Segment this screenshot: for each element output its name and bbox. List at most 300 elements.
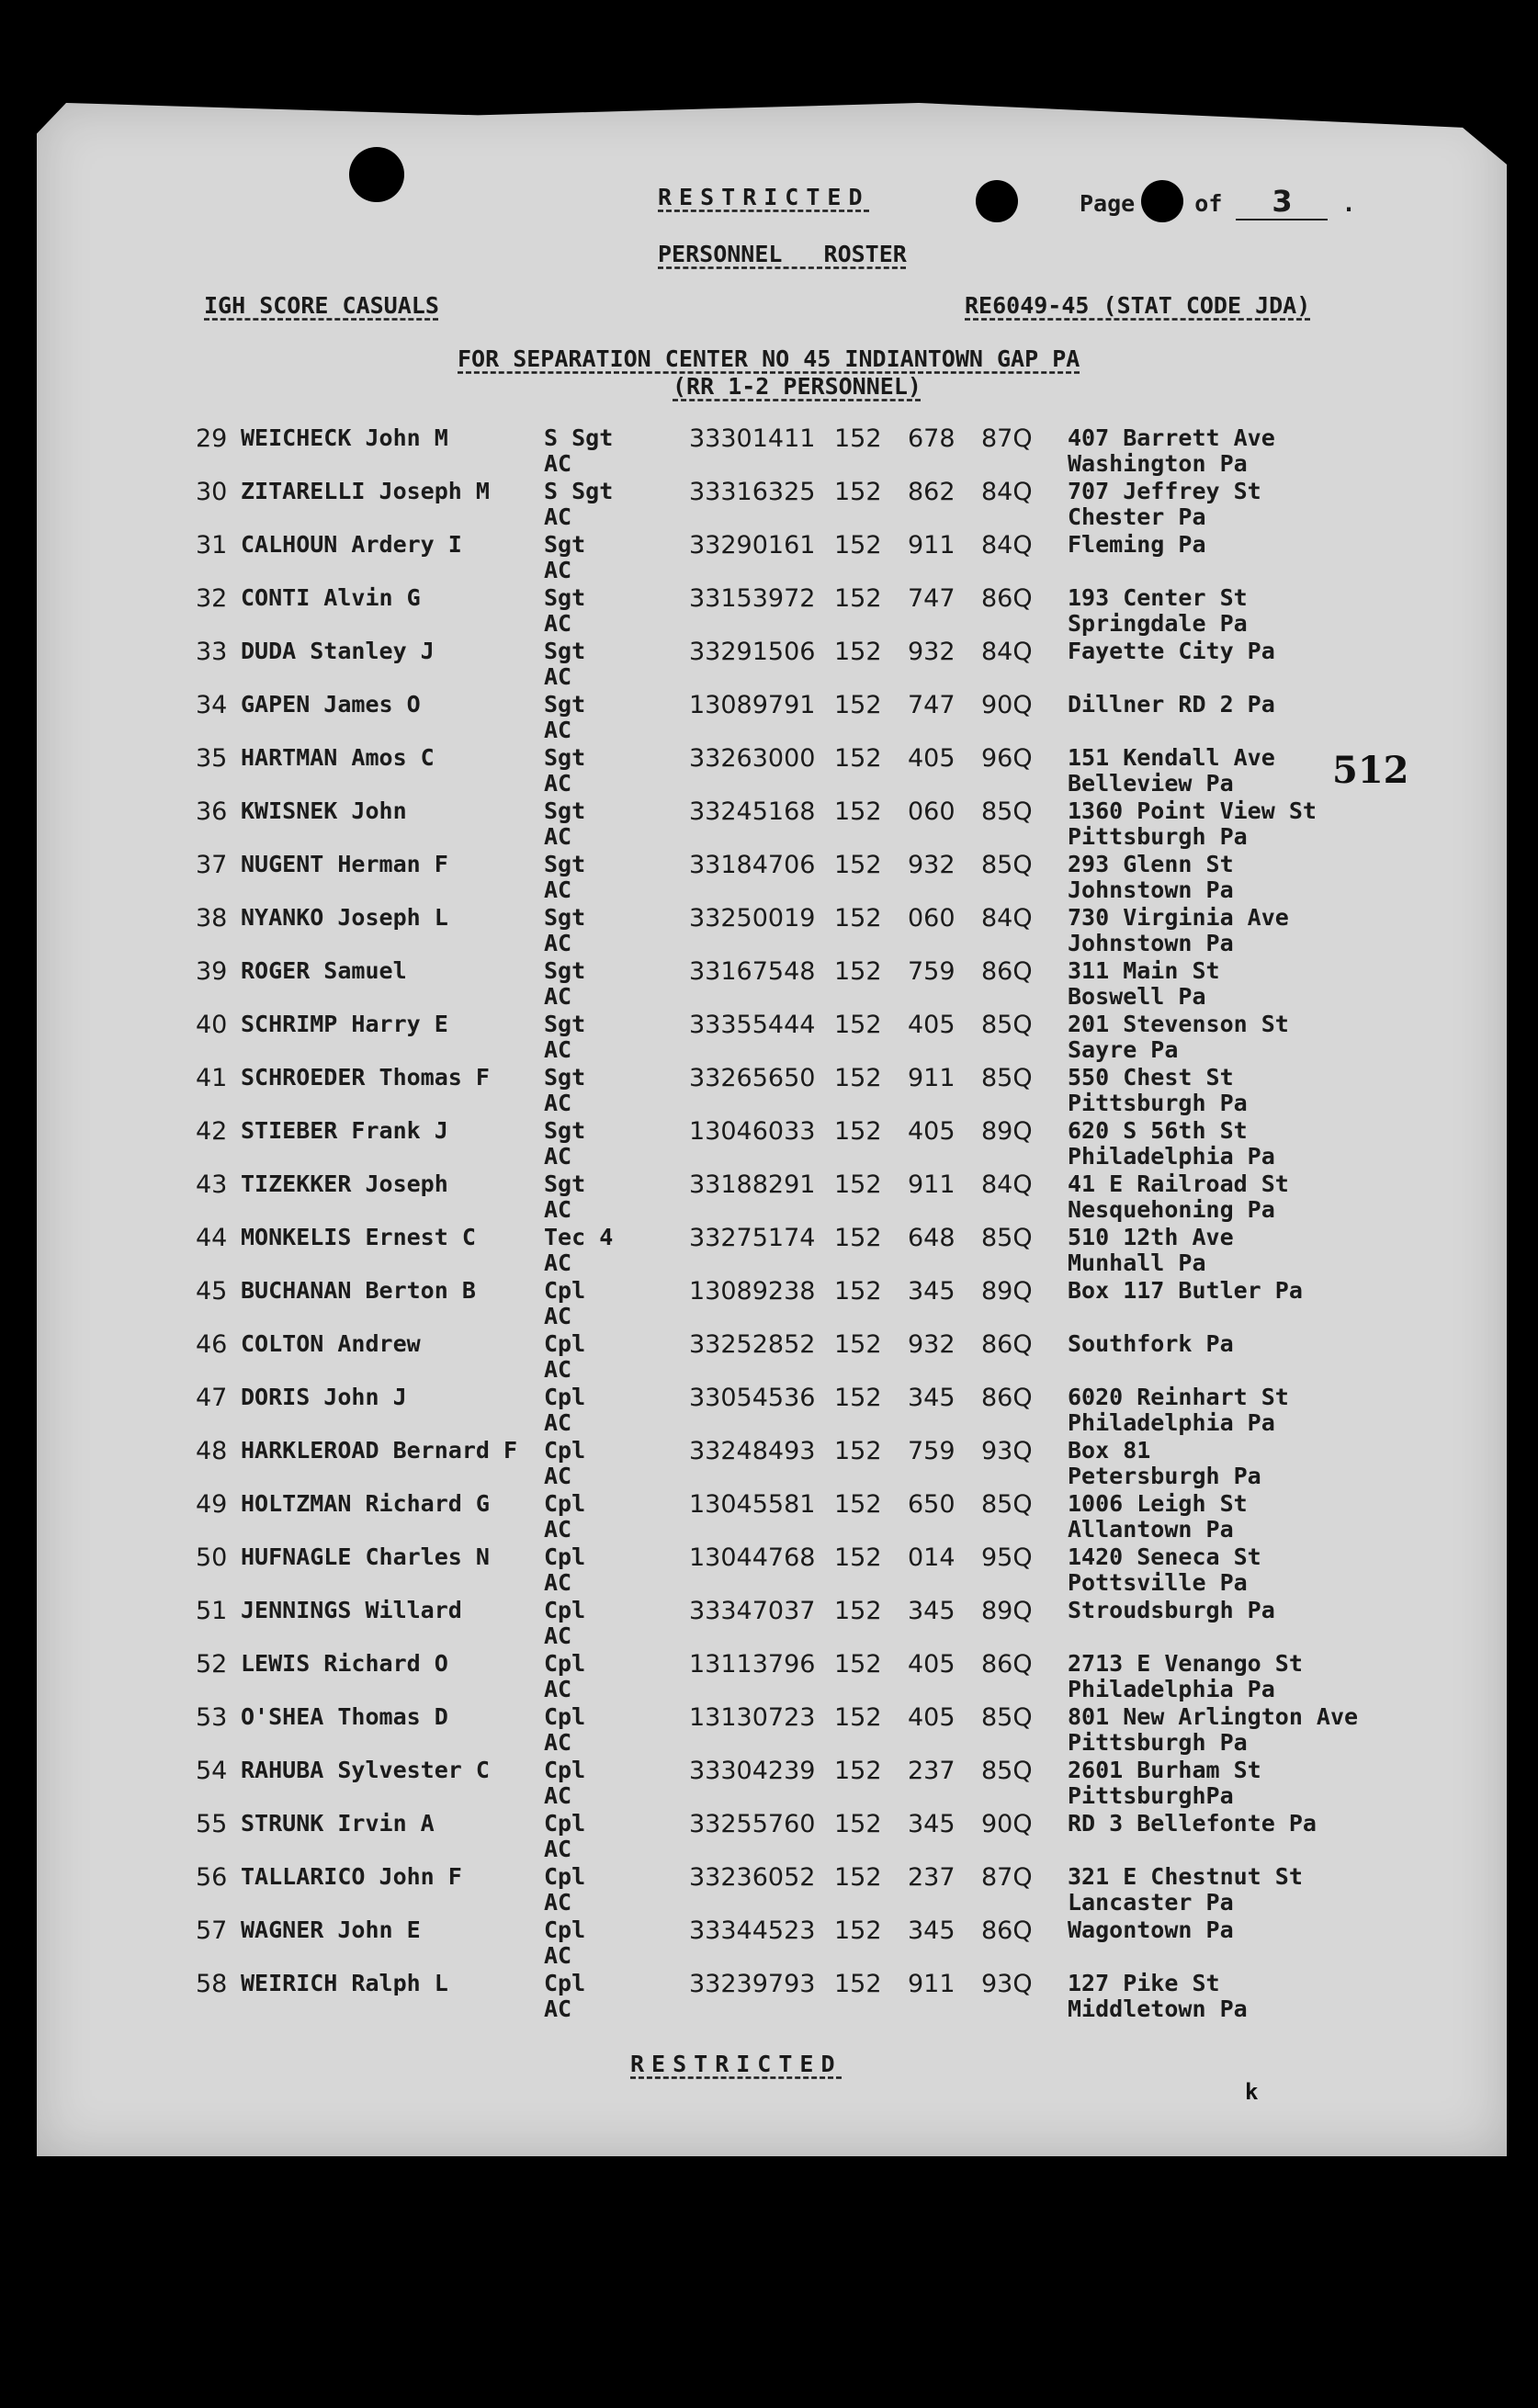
score: 85Q (981, 797, 1033, 826)
branch-ac: AC (544, 1196, 572, 1223)
branch-ac: AC (544, 503, 572, 530)
mos-code: 345 (908, 1277, 956, 1306)
serial-number: 33236052 (689, 1863, 816, 1892)
address-line-1: 620 S 56th St (1068, 1117, 1248, 1144)
grade: Cpl (544, 1810, 586, 1837)
row-number: 42 (196, 1117, 228, 1146)
table-row (0, 1916, 1538, 1970)
serial-number: 33184706 (689, 851, 816, 879)
address-line-2: Johnstown Pa (1068, 930, 1234, 956)
row-number: 49 (196, 1490, 228, 1519)
score: 96Q (981, 744, 1033, 773)
row-number: 43 (196, 1170, 228, 1199)
table-row (0, 957, 1538, 1011)
row-number: 51 (196, 1597, 228, 1625)
table-row (0, 1650, 1538, 1703)
address-line-2: Sayre Pa (1068, 1036, 1179, 1063)
serial-number: 13089791 (689, 691, 816, 719)
soldier-name: STRUNK Irvin A (241, 1810, 435, 1837)
code: 152 (834, 1490, 882, 1519)
branch-ac: AC (544, 450, 572, 477)
soldier-name: NYANKO Joseph L (241, 904, 448, 931)
table-row (0, 1437, 1538, 1490)
grade: Sgt (544, 531, 586, 558)
mos-code: 060 (908, 904, 956, 933)
soldier-name: LEWIS Richard O (241, 1650, 448, 1677)
soldier-name: ZITARELLI Joseph M (241, 478, 490, 504)
code: 152 (834, 424, 882, 453)
serial-number: 33347037 (689, 1597, 816, 1625)
table-row (0, 1224, 1538, 1277)
table-row (0, 531, 1538, 584)
serial-number: 33188291 (689, 1170, 816, 1199)
score: 84Q (981, 478, 1033, 506)
serial-number: 13113796 (689, 1650, 816, 1679)
table-row (0, 1011, 1538, 1064)
code: 152 (834, 584, 882, 613)
address-line-2: Pittsburgh Pa (1068, 1729, 1248, 1756)
code: 152 (834, 1224, 882, 1252)
grade: Cpl (544, 1437, 586, 1464)
mos-code: 405 (908, 1117, 956, 1146)
branch-ac: AC (544, 1036, 572, 1063)
code: 152 (834, 1703, 882, 1732)
serial-number: 33301411 (689, 424, 816, 453)
address-line-2: Belleview Pa (1068, 770, 1234, 797)
code: 152 (834, 851, 882, 879)
score: 90Q (981, 1810, 1033, 1838)
score: 85Q (981, 1224, 1033, 1252)
address-line-2: Philadelphia Pa (1068, 1676, 1275, 1702)
score: 87Q (981, 1863, 1033, 1892)
soldier-name: NUGENT Herman F (241, 851, 448, 877)
table-row (0, 638, 1538, 691)
soldier-name: WAGNER John E (241, 1916, 421, 1943)
address-line-2: Munhall Pa (1068, 1249, 1206, 1276)
grade: Tec 4 (544, 1224, 614, 1250)
address-line-1: Stroudsburgh Pa (1068, 1597, 1275, 1623)
branch-ac: AC (544, 823, 572, 850)
row-number: 34 (196, 691, 228, 719)
soldier-name: JENNINGS Willard (241, 1597, 462, 1623)
serial-number: 33355444 (689, 1011, 816, 1039)
branch-ac: AC (544, 983, 572, 1010)
score: 84Q (981, 1170, 1033, 1199)
branch-ac: AC (544, 1942, 572, 1969)
score: 90Q (981, 691, 1033, 719)
score: 95Q (981, 1543, 1033, 1572)
address-line-1: Fayette City Pa (1068, 638, 1275, 664)
separation-center: FOR SEPARATION CENTER NO 45 INDIANTOWN GAP PA (458, 345, 1080, 372)
code: 152 (834, 1970, 882, 1998)
mos-code: 932 (908, 851, 956, 879)
address-line-2: Pottsville Pa (1068, 1569, 1248, 1596)
address-line-1: 151 Kendall Ave (1068, 744, 1275, 771)
address-line-1: 407 Barrett Ave (1068, 424, 1275, 451)
serial-number: 33291506 (689, 638, 816, 666)
mos-code: 237 (908, 1757, 956, 1785)
grade: Cpl (544, 1330, 586, 1357)
score: 86Q (981, 584, 1033, 613)
address-line-1: Fleming Pa (1068, 531, 1206, 558)
branch-ac: AC (544, 1143, 572, 1170)
address-line-2: Boswell Pa (1068, 983, 1206, 1010)
branch-ac: AC (544, 1090, 572, 1116)
soldier-name: WEICHECK John M (241, 424, 448, 451)
score: 85Q (981, 1703, 1033, 1732)
serial-number: 33054536 (689, 1384, 816, 1412)
address-line-2: Pittsburgh Pa (1068, 823, 1248, 850)
branch-ac: AC (544, 663, 572, 690)
score: 84Q (981, 638, 1033, 666)
address-line-1: 311 Main St (1068, 957, 1220, 984)
grade: Sgt (544, 1011, 586, 1037)
row-number: 48 (196, 1437, 228, 1465)
grade: Sgt (544, 1117, 586, 1144)
code: 152 (834, 1650, 882, 1679)
score: 85Q (981, 1490, 1033, 1519)
code: 152 (834, 744, 882, 773)
address-line-2: Petersburgh Pa (1068, 1463, 1261, 1489)
row-number: 45 (196, 1277, 228, 1306)
branch-ac: AC (544, 1516, 572, 1543)
soldier-name: CALHOUN Ardery I (241, 531, 462, 558)
branch-ac: AC (544, 1889, 572, 1916)
soldier-name: HARTMAN Amos C (241, 744, 435, 771)
table-row (0, 1064, 1538, 1117)
mos-code: 932 (908, 1330, 956, 1359)
soldier-name: CONTI Alvin G (241, 584, 421, 611)
score: 93Q (981, 1970, 1033, 1998)
branch-ac: AC (544, 1569, 572, 1596)
row-number: 30 (196, 478, 228, 506)
address-line-1: 801 New Arlington Ave (1068, 1703, 1359, 1730)
serial-number: 33265650 (689, 1064, 816, 1092)
code: 152 (834, 1170, 882, 1199)
personnel-category: (RR 1-2 PERSONNEL) (673, 373, 922, 400)
score: 84Q (981, 904, 1033, 933)
row-number: 53 (196, 1703, 228, 1732)
grade: Cpl (544, 1277, 586, 1304)
serial-number: 33250019 (689, 904, 816, 933)
soldier-name: MONKELIS Ernest C (241, 1224, 476, 1250)
table-row (0, 1330, 1538, 1384)
score: 89Q (981, 1117, 1033, 1146)
address-line-1: RD 3 Bellefonte Pa (1068, 1810, 1317, 1837)
mos-code: 650 (908, 1490, 956, 1519)
table-row (0, 1970, 1538, 2023)
branch-ac: AC (544, 1836, 572, 1862)
grade: S Sgt (544, 424, 614, 451)
grade: Cpl (544, 1543, 586, 1570)
row-number: 38 (196, 904, 228, 933)
branch-ac: AC (544, 1249, 572, 1276)
branch-ac: AC (544, 610, 572, 637)
row-number: 41 (196, 1064, 228, 1092)
address-line-2: Springdale Pa (1068, 610, 1248, 637)
branch-ac: AC (544, 717, 572, 743)
code: 152 (834, 1277, 882, 1306)
grade: Cpl (544, 1597, 586, 1623)
branch-ac: AC (544, 770, 572, 797)
grade: S Sgt (544, 478, 614, 504)
row-number: 55 (196, 1810, 228, 1838)
row-number: 31 (196, 531, 228, 560)
code: 152 (834, 691, 882, 719)
grade: Sgt (544, 1170, 586, 1197)
table-row (0, 424, 1538, 478)
row-number: 46 (196, 1330, 228, 1359)
code: 152 (834, 1330, 882, 1359)
serial-number: 33344523 (689, 1916, 816, 1945)
address-line-2: Allantown Pa (1068, 1516, 1234, 1543)
grade: Cpl (544, 1650, 586, 1677)
serial-number: 33167548 (689, 957, 816, 986)
address-line-1: 193 Center St (1068, 584, 1248, 611)
address-line-1: 6020 Reinhart St (1068, 1384, 1289, 1410)
grade: Sgt (544, 957, 586, 984)
unit-name: IGH SCORE CASUALS (204, 292, 439, 319)
header-classification: RESTRICTED (658, 184, 870, 210)
table-row (0, 1757, 1538, 1810)
table-row (0, 584, 1538, 638)
row-number: 39 (196, 957, 228, 986)
serial-number: 33304239 (689, 1757, 816, 1785)
table-row (0, 1543, 1538, 1597)
branch-ac: AC (544, 876, 572, 903)
address-line-1: 41 E Railroad St (1068, 1170, 1289, 1197)
row-number: 32 (196, 584, 228, 613)
mos-code: 932 (908, 638, 956, 666)
branch-ac: AC (544, 1995, 572, 2022)
branch-ac: AC (544, 1356, 572, 1383)
address-line-1: 2601 Burham St (1068, 1757, 1261, 1783)
mos-code: 237 (908, 1863, 956, 1892)
mos-code: 345 (908, 1916, 956, 1945)
code: 152 (834, 1117, 882, 1146)
grade: Cpl (544, 1970, 586, 1996)
table-row (0, 1490, 1538, 1543)
address-line-1: 707 Jeffrey St (1068, 478, 1261, 504)
serial-number: 13046033 (689, 1117, 816, 1146)
branch-ac: AC (544, 1409, 572, 1436)
table-row (0, 1384, 1538, 1437)
mos-code: 759 (908, 1437, 956, 1465)
serial-number: 33275174 (689, 1224, 816, 1252)
code: 152 (834, 638, 882, 666)
mos-code: 014 (908, 1543, 956, 1572)
serial-number: 33239793 (689, 1970, 816, 1998)
score: 85Q (981, 1064, 1033, 1092)
address-line-1: 1006 Leigh St (1068, 1490, 1248, 1517)
score: 86Q (981, 1916, 1033, 1945)
score: 93Q (981, 1437, 1033, 1465)
branch-ac: AC (544, 557, 572, 583)
address-line-1: 321 E Chestnut St (1068, 1863, 1303, 1890)
address-line-1: 730 Virginia Ave (1068, 904, 1289, 931)
mos-code: 405 (908, 1011, 956, 1039)
serial-number: 13044768 (689, 1543, 816, 1572)
table-row (0, 1597, 1538, 1650)
mos-code: 911 (908, 1064, 956, 1092)
grade: Sgt (544, 744, 586, 771)
punch-hole-left (349, 147, 404, 202)
row-number: 35 (196, 744, 228, 773)
table-row (0, 1170, 1538, 1224)
address-line-1: Box 81 (1068, 1437, 1151, 1464)
soldier-name: ROGER Samuel (241, 957, 407, 984)
grade: Sgt (544, 638, 586, 664)
stat-code: RE6049-45 (STAT CODE JDA) (965, 292, 1311, 319)
soldier-name: TALLARICO John F (241, 1863, 462, 1890)
mos-code: 345 (908, 1597, 956, 1625)
mos-code: 345 (908, 1384, 956, 1412)
score: 86Q (981, 1650, 1033, 1679)
code: 152 (834, 1810, 882, 1838)
soldier-name: RAHUBA Sylvester C (241, 1757, 490, 1783)
address-line-1: Wagontown Pa (1068, 1916, 1234, 1943)
address-line-2: Philadelphia Pa (1068, 1409, 1275, 1436)
grade: Sgt (544, 904, 586, 931)
table-row (0, 1117, 1538, 1170)
soldier-name: HOLTZMAN Richard G (241, 1490, 490, 1517)
address-line-1: 127 Pike St (1068, 1970, 1220, 1996)
address-line-1: 510 12th Ave (1068, 1224, 1234, 1250)
branch-ac: AC (544, 1303, 572, 1329)
branch-ac: AC (544, 1676, 572, 1702)
soldier-name: DORIS John J (241, 1384, 407, 1410)
code: 152 (834, 1543, 882, 1572)
code: 152 (834, 797, 882, 826)
address-line-1: 1360 Point View St (1068, 797, 1317, 824)
score: 89Q (981, 1597, 1033, 1625)
code: 152 (834, 1064, 882, 1092)
table-row (0, 1810, 1538, 1863)
mos-code: 405 (908, 744, 956, 773)
branch-ac: AC (544, 1729, 572, 1756)
soldier-name: HUFNAGLE Charles N (241, 1543, 490, 1570)
mos-code: 911 (908, 1170, 956, 1199)
address-line-1: 1420 Seneca St (1068, 1543, 1261, 1570)
address-line-2: Washington Pa (1068, 450, 1248, 477)
table-row (0, 744, 1538, 797)
roster-title: PERSONNEL ROSTER (658, 241, 907, 267)
score: 86Q (981, 957, 1033, 986)
address-line-2: Middletown Pa (1068, 1995, 1248, 2022)
address-line-2: Philadelphia Pa (1068, 1143, 1275, 1170)
code: 152 (834, 1757, 882, 1785)
address-line-1: 2713 E Venango St (1068, 1650, 1303, 1677)
grade: Sgt (544, 1064, 586, 1091)
code: 152 (834, 1597, 882, 1625)
row-number: 44 (196, 1224, 228, 1252)
code: 152 (834, 1384, 882, 1412)
mos-code: 678 (908, 424, 956, 453)
mos-code: 759 (908, 957, 956, 986)
serial-number: 33316325 (689, 478, 816, 506)
code: 152 (834, 957, 882, 986)
table-row (0, 478, 1538, 531)
serial-number: 33263000 (689, 744, 816, 773)
address-line-2: Pittsburgh Pa (1068, 1090, 1248, 1116)
address-line-1: Box 117 Butler Pa (1068, 1277, 1303, 1304)
serial-number: 13089238 (689, 1277, 816, 1306)
grade: Sgt (544, 691, 586, 718)
table-row (0, 1703, 1538, 1757)
branch-ac: AC (544, 1782, 572, 1809)
code: 152 (834, 478, 882, 506)
page-total: 3 (1236, 184, 1328, 220)
score: 85Q (981, 851, 1033, 879)
address-line-1: Southfork Pa (1068, 1330, 1234, 1357)
footer-mark: k (1245, 2079, 1259, 2105)
code: 152 (834, 1863, 882, 1892)
code: 152 (834, 1437, 882, 1465)
row-number: 36 (196, 797, 228, 826)
address-line-1: Dillner RD 2 Pa (1068, 691, 1275, 718)
soldier-name: O'SHEA Thomas D (241, 1703, 448, 1730)
punch-hole-right (976, 180, 1018, 222)
soldier-name: SCHROEDER Thomas F (241, 1064, 490, 1091)
score: 86Q (981, 1384, 1033, 1412)
score: 85Q (981, 1757, 1033, 1785)
row-number: 52 (196, 1650, 228, 1679)
soldier-name: COLTON Andrew (241, 1330, 421, 1357)
branch-ac: AC (544, 1463, 572, 1489)
score: 89Q (981, 1277, 1033, 1306)
code: 152 (834, 531, 882, 560)
serial-number: 33290161 (689, 531, 816, 560)
row-number: 57 (196, 1916, 228, 1945)
mos-code: 405 (908, 1703, 956, 1732)
table-row (0, 797, 1538, 851)
grade: Cpl (544, 1916, 586, 1943)
branch-ac: AC (544, 930, 572, 956)
mos-code: 911 (908, 1970, 956, 1998)
grade: Sgt (544, 584, 586, 611)
table-row (0, 1277, 1538, 1330)
mos-code: 060 (908, 797, 956, 826)
page-dot: . (1341, 190, 1356, 217)
table-row (0, 691, 1538, 744)
mos-code: 648 (908, 1224, 956, 1252)
serial-number: 33255760 (689, 1810, 816, 1838)
footer-classification: RESTRICTED (630, 2051, 843, 2077)
mos-code: 405 (908, 1650, 956, 1679)
soldier-name: WEIRICH Ralph L (241, 1970, 448, 1996)
score: 84Q (981, 531, 1033, 560)
serial-number: 33248493 (689, 1437, 816, 1465)
soldier-name: SCHRIMP Harry E (241, 1011, 448, 1037)
row-number: 40 (196, 1011, 228, 1039)
mos-code: 911 (908, 531, 956, 560)
code: 152 (834, 1916, 882, 1945)
row-number: 29 (196, 424, 228, 453)
grade: Sgt (544, 797, 586, 824)
soldier-name: BUCHANAN Berton B (241, 1277, 476, 1304)
table-row (0, 904, 1538, 957)
branch-ac: AC (544, 1622, 572, 1649)
soldier-name: STIEBER Frank J (241, 1117, 448, 1144)
code: 152 (834, 1011, 882, 1039)
serial-number: 33153972 (689, 584, 816, 613)
row-number: 56 (196, 1863, 228, 1892)
score: 87Q (981, 424, 1033, 453)
soldier-name: DUDA Stanley J (241, 638, 435, 664)
serial-number: 33252852 (689, 1330, 816, 1359)
score: 86Q (981, 1330, 1033, 1359)
address-line-1: 201 Stevenson St (1068, 1011, 1289, 1037)
